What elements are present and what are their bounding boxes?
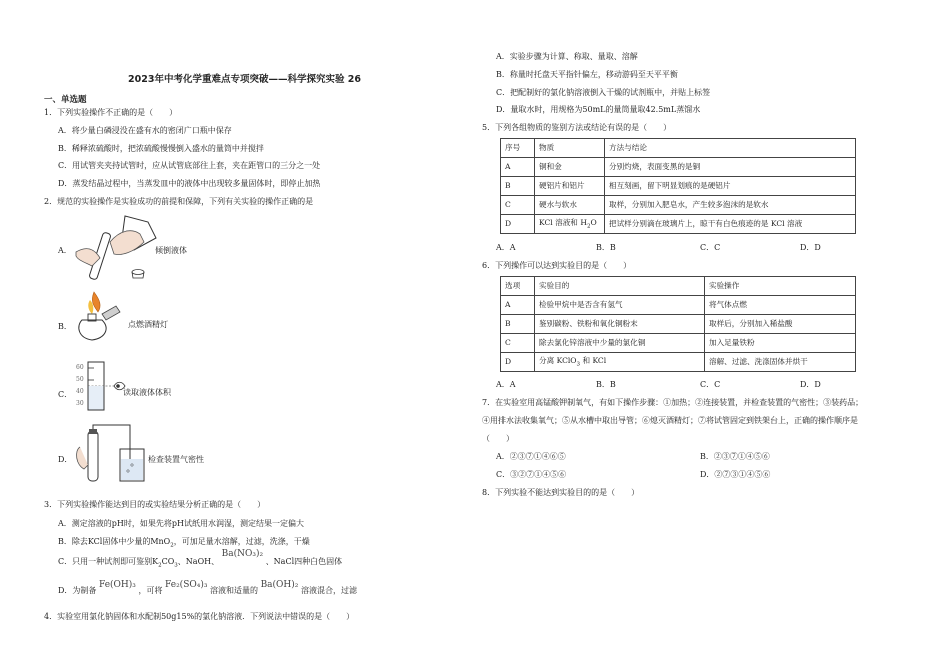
q2-option-b-caption: 点燃酒精灯	[128, 320, 168, 329]
q2-stem: 2．规范的实验操作是实验成功的前提和保障，下列有关实验的操作正确的是	[44, 197, 314, 206]
q5-row-d-formula: KCl 溶液和 H	[539, 217, 587, 227]
q1-option-c: C．用试管夹夹持试管时，应从试管底部往上套，夹在距管口的三分之一处	[58, 161, 321, 170]
q6-answer-d: D．D	[800, 380, 821, 389]
q5-row-d-tail: O	[590, 217, 597, 227]
table-cell: D	[501, 215, 535, 234]
cylinder-tick-50: 50	[76, 376, 84, 383]
q6-table	[500, 276, 856, 372]
table-cell: 将气体点燃	[705, 296, 856, 315]
cylinder-tick-60: 60	[76, 364, 84, 371]
q2-option-a-letter: A．	[58, 246, 72, 255]
q7-option-a: A．②③⑦①④⑥⑤	[496, 452, 566, 461]
q3-option-b-post: ，可加足量水溶解，过滤，洗涤，干燥	[173, 537, 310, 546]
q3-option-d-mid1: ，可将	[138, 586, 163, 595]
table-cell: 硬水与软水	[535, 196, 605, 215]
table-cell: 加入足量铁粉	[705, 334, 856, 353]
q2-option-c-caption: 读取液体体积	[123, 388, 171, 397]
q3-option-d-formula2: Fe₂(SO₄)₃	[165, 580, 208, 590]
q3-option-d-post: 溶液混合，过滤	[300, 586, 357, 595]
table-cell: 分别灼烧，表面变黑的是铜	[605, 158, 856, 177]
table-header-row	[501, 139, 856, 158]
section-heading: 一、单选题	[44, 95, 87, 105]
table-cell: D	[501, 353, 535, 372]
table-cell: 鉴别碳粉、铁粉和氧化铜粉末	[535, 315, 705, 334]
table-row	[501, 215, 856, 234]
q1-option-a: A．将少量白磷浸没在盛有水的密闭广口瓶中保存	[58, 126, 232, 135]
q2-option-d-letter: D．	[58, 455, 73, 464]
table-row	[501, 353, 856, 372]
table-cell	[535, 215, 605, 234]
q3-option-c: C．只用一种试剂即可鉴别$K_2CO_3$、NaOH、 Ba(NO₃)₂ 、NaCl四种白色固体	[58, 549, 343, 569]
q3-option-c-post: 、NaCl四种白色固体	[265, 557, 343, 566]
q1-option-d: D．蒸发结晶过程中，当蒸发皿中的液体中出现较多量固体时，即停止加热	[58, 179, 321, 188]
table-cell: C	[501, 334, 535, 353]
table-cell: 取样，分别加入肥皂水，产生较多泡沫的是软水	[605, 196, 856, 215]
q5-table	[500, 138, 856, 234]
q3-option-d-formula1: Fe(OH)₃	[98, 580, 136, 590]
table-cell: 检验甲烷中是否含有氢气	[535, 296, 705, 315]
q7-option-d: D．②⑦③①④⑤⑥	[700, 470, 771, 479]
q5-answer-d: D．D	[800, 243, 821, 252]
q5-answer-c: C．C	[700, 243, 721, 252]
q3-option-b-pre: B．除去KCl固体中少量的MnO	[58, 537, 171, 546]
table-header-cell: 物质	[535, 139, 605, 158]
table-cell: 相互刻画，留下明显划痕的是硬铝片	[605, 177, 856, 196]
q3-stem: 3．下列实验操作能达到目的或实验结果分析正确的是（ ）	[44, 500, 266, 509]
table-cell: 除去氯化锌溶液中少量的氯化铜	[535, 334, 705, 353]
table-cell: A	[501, 158, 535, 177]
q6-answer-a: A．A	[496, 380, 516, 389]
q4-option-d: D．量取水时，用规格为50mL的量筒量取42.5mL蒸馏水	[496, 105, 701, 114]
table-cell: 溶解、过滤、洗涤固体并烘干	[705, 353, 856, 372]
table-header-cell: 选项	[501, 277, 535, 296]
table-cell: C	[501, 196, 535, 215]
table-cell: 铜和金	[535, 158, 605, 177]
q8-stem: 8．下列实验不能达到实验目的的是（ ）	[482, 488, 640, 497]
table-row	[501, 177, 856, 196]
q5-answer-b: B．B	[596, 243, 616, 252]
cylinder-tick-40: 40	[76, 388, 84, 395]
q1-option-b: B．稀释浓硫酸时，把浓硫酸慢慢倒入盛水的量筒中并搅拌	[58, 144, 264, 153]
q1-stem: 1．下列实验操作不正确的是（ ）	[44, 108, 178, 117]
alcohol-lamp-figure	[72, 290, 124, 342]
q4-option-a: A．实验步骤为计算、称取、量取、溶解	[496, 52, 638, 61]
table-header-cell: 方法与结论	[605, 139, 856, 158]
q6-answer-c: C．C	[700, 380, 721, 389]
q3-option-c-pre: C．只用一种试剂即可鉴别K	[58, 557, 159, 566]
q3-option-c-mid1: CO	[161, 557, 175, 566]
q4-option-c: C．把配制好的氯化钠溶液倒入干燥的试剂瓶中，并贴上标签	[496, 88, 711, 97]
q2-option-d-caption: 检查装置气密性	[148, 455, 204, 464]
q7-option-c: C．③②⑦①④⑤⑥	[496, 470, 567, 479]
q6-row-d-tail: 和 KCl	[580, 355, 607, 365]
table-cell: B	[501, 177, 535, 196]
table-row	[501, 196, 856, 215]
q7-stem-line2: ④用排水法收集氧气；⑤从水槽中取出导管；⑥熄灭酒精灯；⑦将试管固定到铁架台上，正确的操作顺序是	[482, 416, 858, 425]
cylinder-tick-30: 30	[76, 400, 84, 407]
table-header-cell: 序号	[501, 139, 535, 158]
q4-option-b: B．称量时托盘天平指针偏左，移动游码至天平平衡	[496, 70, 678, 79]
table-row	[501, 315, 856, 334]
q3-option-a: A．测定溶液的pH时，如果先将pH试纸用水润湿，测定结果一定偏大	[58, 519, 304, 528]
table-cell	[535, 353, 705, 372]
q5-stem: 5．下列各组物质的鉴别方法或结论有误的是（ ）	[482, 123, 672, 132]
q4-stem: 4．实验室用氯化钠固体和水配制50g15%的氯化钠溶液．下列说法中错误的是（ ）	[44, 612, 355, 621]
airtightness-figure	[72, 425, 150, 487]
table-row	[501, 158, 856, 177]
q7-stem-line1: 7．在实验室用高锰酸钾制氧气，有如下操作步骤：①加热；②连接装置，并检查装置的气密性；③装药品；	[482, 398, 864, 407]
table-cell: 取样后，分别加入稀盐酸	[705, 315, 856, 334]
q2-option-c-letter: C．	[58, 390, 73, 399]
q3-option-d-formula3: Ba(OH)₂	[260, 580, 299, 590]
q3-option-d	[58, 580, 357, 597]
q5-row-d-sub: 2	[586, 223, 591, 230]
table-cell: 硬铝片和铝片	[535, 177, 605, 196]
q3-option-c-mid2: 、NaOH、	[177, 557, 220, 566]
pouring-liquid-figure	[70, 212, 160, 282]
q3-option-c-formula: Ba(NO₃)₂	[221, 549, 264, 559]
table-row	[501, 296, 856, 315]
q6-stem: 6．下列操作可以达到实验目的是（ ）	[482, 261, 632, 270]
table-cell: 把试样分别滴在玻璃片上，晾干有白色痕迹的是 KCl 溶液	[605, 215, 856, 234]
table-header-cell: 实验操作	[705, 277, 856, 296]
q6-answer-b: B．B	[596, 380, 616, 389]
q7-stem-line3: （ ）	[482, 434, 514, 443]
table-cell: A	[501, 296, 535, 315]
q3-option-d-pre: D．为制备	[58, 586, 97, 595]
table-cell: B	[501, 315, 535, 334]
q2-option-a-caption: 倾倒液体	[155, 246, 187, 255]
q3-option-b: B．除去KCl固体中少量的MnO$_2$，可加足量水溶解，过滤，洗涤，干燥	[58, 537, 310, 549]
q6-row-d-formula: 分离 KClO	[539, 355, 577, 365]
q6-row-d-sub: 3	[576, 361, 581, 368]
q5-answer-a: A．A	[496, 243, 516, 252]
q2-option-b-letter: B．	[58, 322, 72, 331]
table-header-cell: 实验目的	[535, 277, 705, 296]
page-title: 2023年中考化学重难点专项突破——科学探究实验 26	[128, 74, 361, 85]
q3-option-d-mid2: 溶液和适量的	[210, 586, 259, 595]
q7-option-b: B．②③⑦①④⑤⑥	[700, 452, 770, 461]
table-header-row	[501, 277, 856, 296]
table-row	[501, 334, 856, 353]
